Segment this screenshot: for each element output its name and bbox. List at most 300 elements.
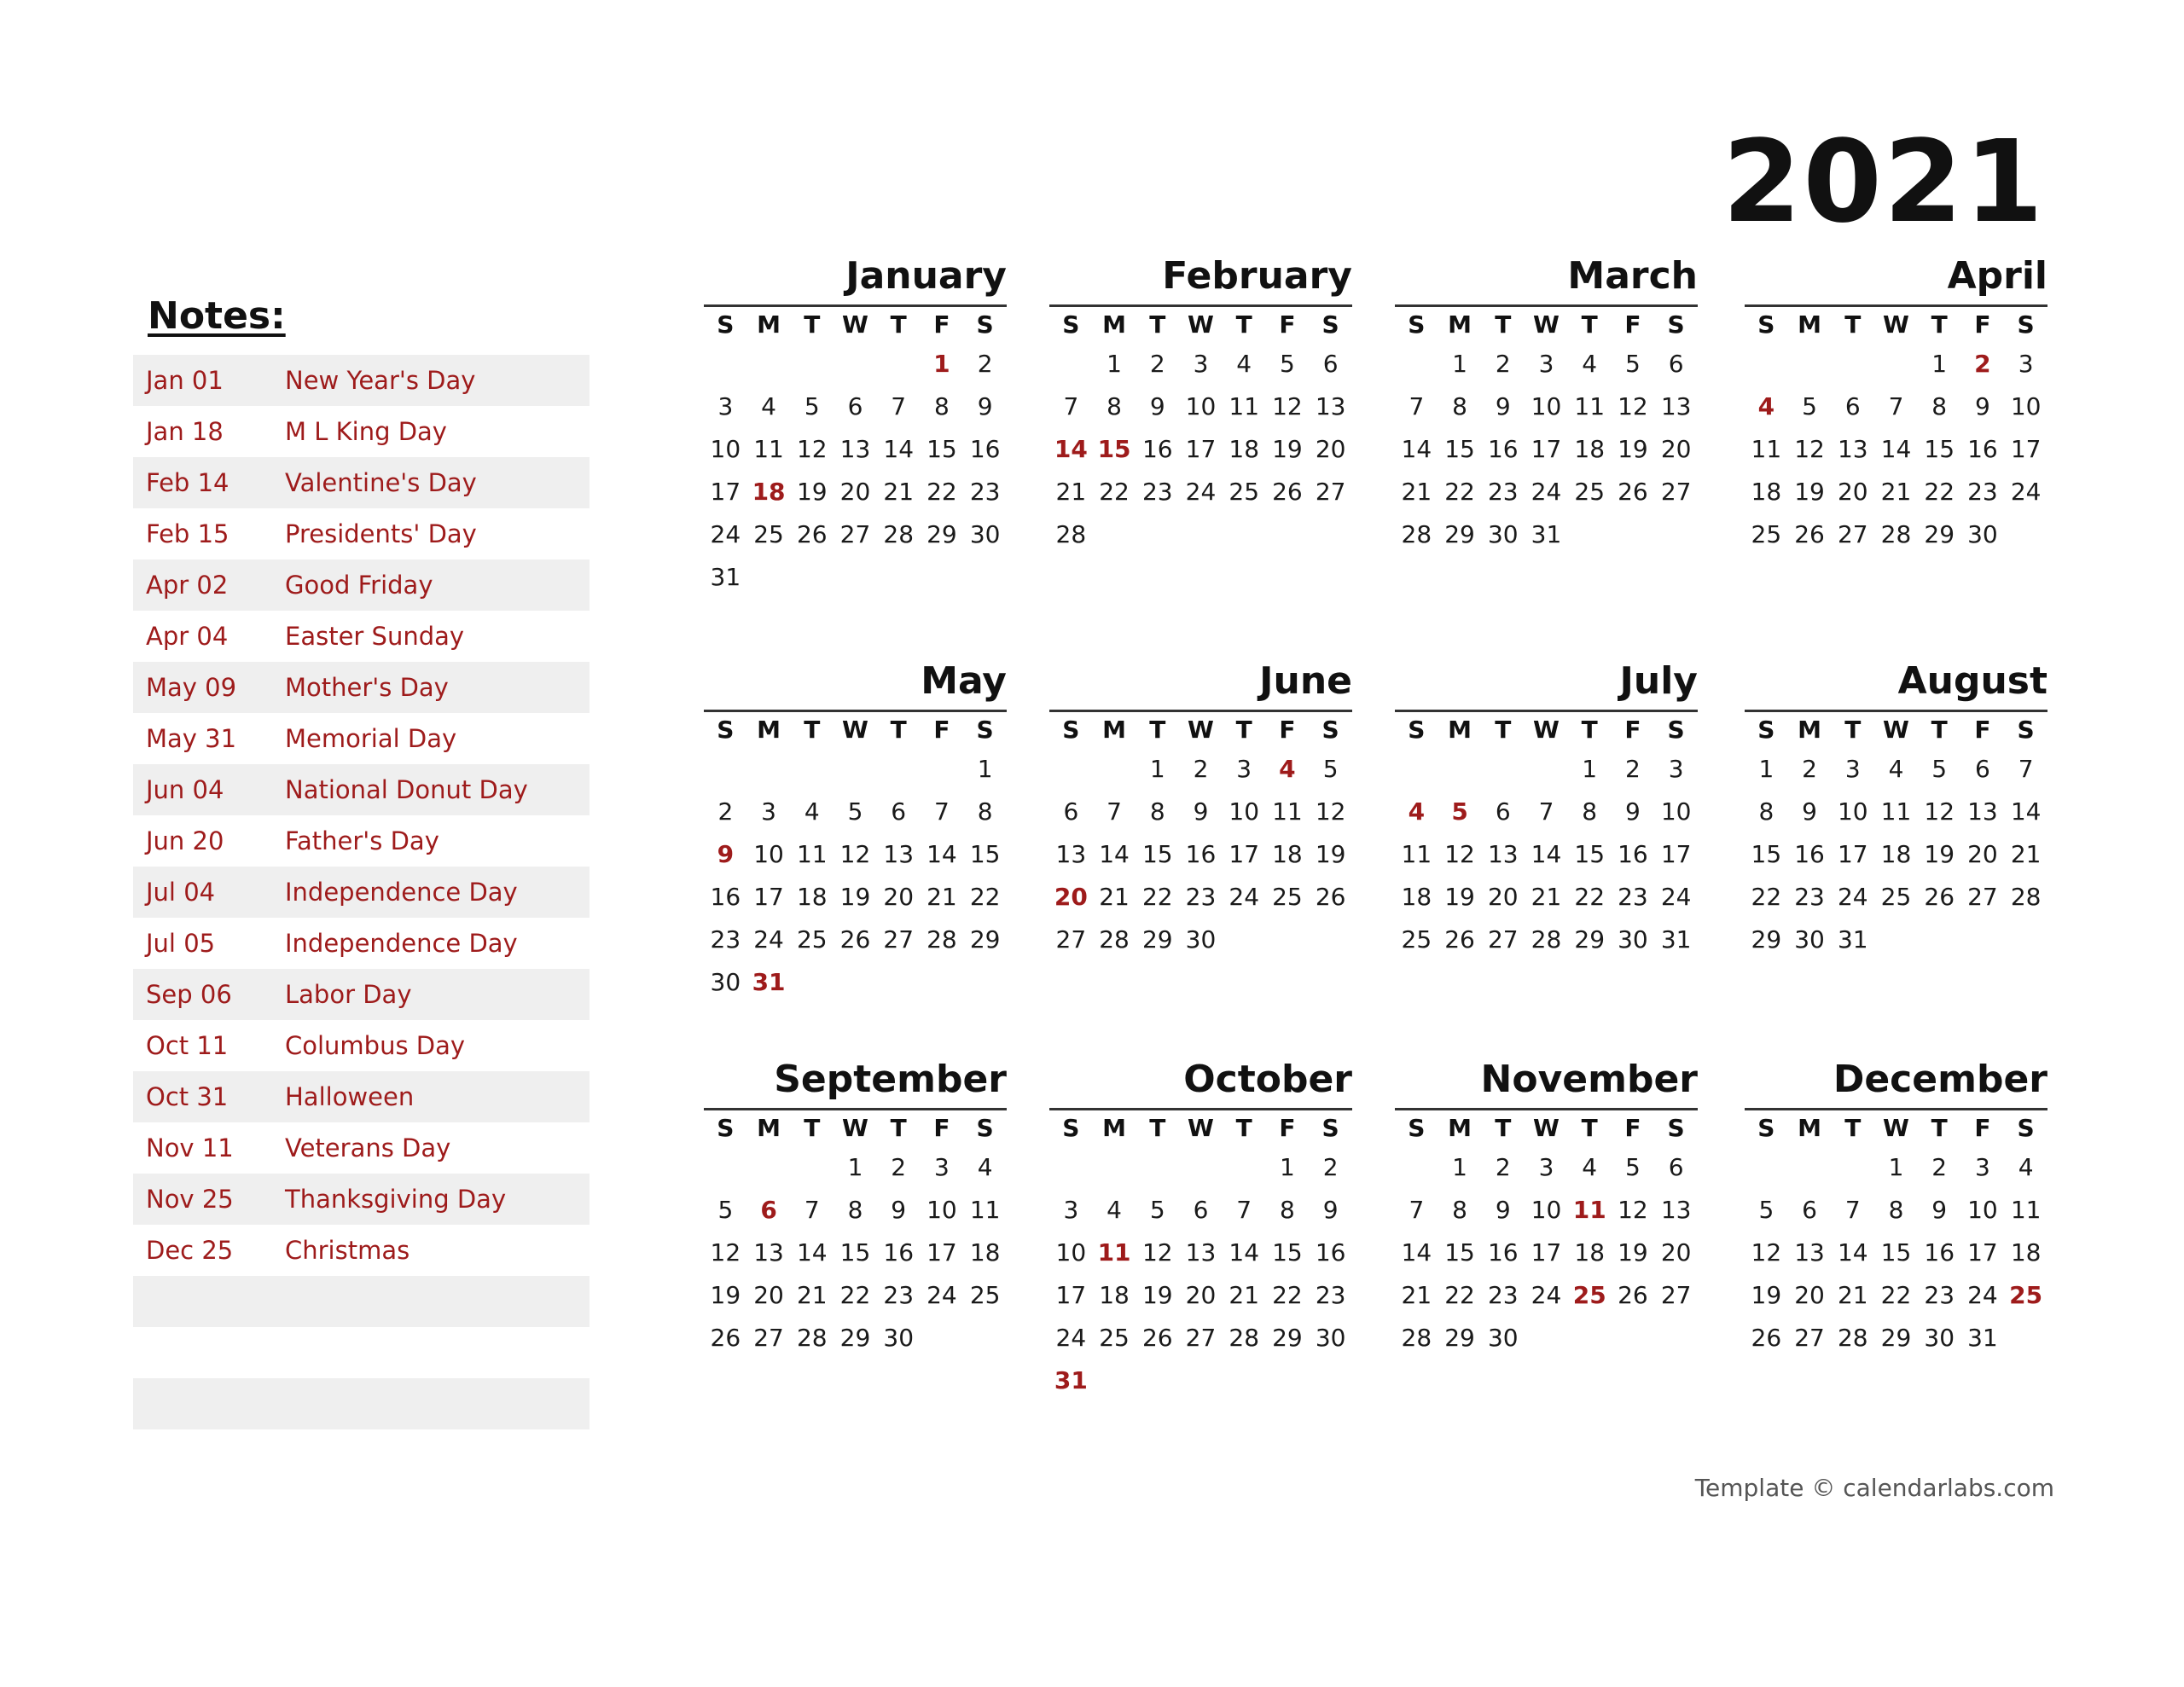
day-blank (1831, 343, 1874, 386)
day-cell: 23 (883, 1281, 915, 1309)
note-date: Jan 18 (146, 417, 224, 446)
day-cell: 15 (1444, 1238, 1475, 1267)
day-cell: 13 (839, 435, 871, 463)
note-name: Independence Day (285, 929, 518, 958)
day-cell: 29 (1880, 1324, 1912, 1352)
day-blank (877, 748, 921, 791)
day-cell: 30 (883, 1324, 915, 1352)
weekday-header: S (1757, 310, 1775, 339)
weekday-header: W (1883, 310, 1909, 339)
day-grid (1049, 712, 1352, 961)
day-cell: 9 (1322, 1196, 1339, 1224)
day-cell: 7 (1844, 1196, 1861, 1224)
day-cell: 4 (1582, 350, 1598, 378)
day-cell: 1 (977, 755, 993, 783)
day-cell: 9 (977, 392, 993, 420)
day-cell: 8 (1452, 392, 1467, 420)
day-cell: 24 (753, 925, 784, 954)
day-cell: 31 (1660, 925, 1692, 954)
day-cell: 12 (1141, 1238, 1173, 1267)
day-cell: 4 (2018, 1153, 2034, 1181)
day-blank (834, 343, 877, 386)
day-cell: 22 (1272, 1281, 1303, 1309)
day-cell: 2 (1802, 755, 1817, 783)
day-cell: 16 (710, 883, 741, 911)
day-cell: 6 (1668, 1153, 1684, 1181)
day-cell: 22 (1099, 478, 1130, 506)
day-cell: 29 (1444, 520, 1475, 548)
day-cell: 23 (1487, 1281, 1519, 1309)
weekday-header: W (842, 310, 868, 339)
weekday-header: S (2017, 1114, 2035, 1142)
note-name: New Year's Day (285, 366, 476, 395)
weekday-header: T (1581, 1114, 1598, 1142)
day-cell: 12 (1924, 797, 1955, 826)
weekday-header: F (1624, 310, 1641, 339)
day-blank (1049, 343, 1093, 386)
day-cell: 7 (1538, 797, 1554, 826)
day-cell: 17 (926, 1238, 957, 1267)
holiday-day: 1 (933, 350, 950, 378)
note-name: Halloween (285, 1082, 415, 1111)
day-cell: 27 (839, 520, 871, 548)
day-cell: 10 (926, 1196, 957, 1224)
day-cell: 7 (1063, 392, 1079, 420)
day-cell: 8 (1888, 1196, 1904, 1224)
day-cell: 1 (1931, 350, 1948, 378)
day-cell: 19 (1618, 435, 1648, 463)
month-march (1395, 252, 1698, 556)
day-cell: 9 (1975, 392, 1990, 420)
day-cell: 15 (1924, 435, 1955, 463)
day-cell: 2 (1322, 1153, 1339, 1181)
day-cell: 12 (1751, 1238, 1782, 1267)
day-cell: 25 (1880, 883, 1912, 911)
holiday-day: 18 (752, 478, 786, 506)
weekday-header: W (1188, 716, 1214, 744)
day-cell: 25 (1401, 925, 1432, 954)
day-cell: 2 (977, 350, 993, 378)
day-grid (704, 1110, 1007, 1359)
weekday-header: F (1279, 310, 1296, 339)
weekday-header: T (1149, 1114, 1166, 1142)
day-cell: 24 (926, 1281, 957, 1309)
day-cell: 16 (1618, 840, 1648, 868)
day-cell: 3 (1538, 1153, 1554, 1181)
day-cell: 29 (969, 925, 1001, 954)
day-blank (1049, 748, 1093, 791)
day-cell: 7 (1409, 392, 1425, 420)
day-cell: 1 (1582, 755, 1598, 783)
day-cell: 29 (839, 1324, 871, 1352)
day-cell: 26 (1618, 1281, 1648, 1309)
day-cell: 13 (1487, 840, 1519, 868)
day-blank (790, 1146, 834, 1189)
note-name: Columbus Day (285, 1031, 466, 1060)
day-cell: 14 (1099, 840, 1130, 868)
day-cell: 12 (796, 435, 828, 463)
weekday-header: T (890, 1114, 907, 1142)
day-cell: 28 (1880, 520, 1912, 548)
day-cell: 1 (1149, 755, 1165, 783)
day-cell: 20 (883, 883, 915, 911)
day-cell: 29 (1574, 925, 1606, 954)
day-cell: 27 (1794, 1324, 1825, 1352)
day-grid (1745, 712, 2048, 961)
day-cell: 7 (2018, 755, 2034, 783)
day-cell: 2 (891, 1153, 907, 1181)
weekday-header: T (1495, 1114, 1512, 1142)
day-cell: 21 (796, 1281, 828, 1309)
day-cell: 15 (969, 840, 1001, 868)
weekday-header: S (1062, 1114, 1080, 1142)
day-cell: 11 (796, 840, 828, 868)
weekday-header: S (2017, 716, 2035, 744)
weekday-header: T (890, 310, 907, 339)
weekday-header: M (1448, 716, 1472, 744)
day-cell: 22 (969, 883, 1001, 911)
day-cell: 27 (1660, 478, 1692, 506)
note-name: Valentine's Day (285, 468, 477, 497)
weekday-header: S (1667, 1114, 1685, 1142)
day-cell: 24 (1660, 883, 1692, 911)
day-cell: 22 (1924, 478, 1955, 506)
weekday-header: M (1798, 716, 1821, 744)
weekday-header: T (1931, 716, 1948, 744)
day-cell: 29 (1444, 1324, 1475, 1352)
notes-title: Notes: (148, 294, 286, 338)
day-cell: 23 (1794, 883, 1825, 911)
month-title: November (1480, 1058, 1698, 1101)
day-grid (1745, 307, 2048, 556)
day-cell: 17 (1967, 1238, 1998, 1267)
weekday-header: W (1533, 310, 1560, 339)
day-cell: 11 (1228, 392, 1260, 420)
day-cell: 15 (1444, 435, 1475, 463)
day-blank (921, 748, 964, 791)
day-cell: 18 (1574, 1238, 1606, 1267)
day-cell: 20 (1185, 1281, 1217, 1309)
day-cell: 13 (1837, 435, 1868, 463)
day-cell: 9 (1495, 392, 1511, 420)
day-blank (747, 748, 791, 791)
day-cell: 20 (1660, 1238, 1692, 1267)
day-cell: 23 (710, 925, 741, 954)
day-cell: 16 (1487, 435, 1519, 463)
holiday-day: 14 (1054, 435, 1088, 463)
day-cell: 16 (1924, 1238, 1955, 1267)
footer-credit: Template © calendarlabs.com (1694, 1474, 2054, 1502)
note-row (133, 406, 590, 457)
weekday-header: S (1408, 716, 1426, 744)
day-cell: 29 (1751, 925, 1782, 954)
day-cell: 28 (1531, 925, 1562, 954)
note-row (133, 867, 590, 918)
day-cell: 21 (1401, 478, 1432, 506)
note-row (133, 559, 590, 611)
weekday-header: T (804, 716, 821, 744)
day-blank (1745, 1146, 1788, 1189)
day-cell: 19 (796, 478, 828, 506)
note-date: Jul 04 (146, 878, 216, 907)
day-blank (877, 343, 921, 386)
weekday-header: M (1102, 310, 1126, 339)
day-cell: 5 (847, 797, 863, 826)
note-name: Mother's Day (285, 673, 449, 702)
day-blank (1395, 1146, 1438, 1189)
day-cell: 28 (796, 1324, 828, 1352)
day-cell: 3 (717, 392, 734, 420)
weekday-header: S (1408, 1114, 1426, 1142)
notes-list (133, 355, 590, 1429)
day-cell: 25 (1751, 520, 1782, 548)
weekday-header: M (1798, 1114, 1821, 1142)
day-cell: 5 (1758, 1196, 1774, 1224)
month-january (704, 252, 1007, 599)
day-blank (1179, 1146, 1223, 1189)
day-blank (1093, 1146, 1136, 1189)
day-cell: 10 (1660, 797, 1692, 826)
day-cell: 25 (1228, 478, 1260, 506)
day-cell: 30 (1315, 1324, 1346, 1352)
weekday-header: W (1533, 716, 1560, 744)
day-cell: 27 (1487, 925, 1519, 954)
month-february (1049, 252, 1352, 556)
day-cell: 2 (1625, 755, 1641, 783)
day-cell: 23 (1967, 478, 1998, 506)
note-row (133, 1071, 590, 1122)
day-cell: 6 (1495, 797, 1511, 826)
day-cell: 14 (1401, 1238, 1432, 1267)
note-date: Apr 02 (146, 571, 229, 600)
day-cell: 10 (1837, 797, 1868, 826)
day-cell: 13 (753, 1238, 784, 1267)
day-cell: 19 (1751, 1281, 1782, 1309)
day-cell: 3 (1844, 755, 1861, 783)
day-cell: 28 (2010, 883, 2042, 911)
weekday-header: W (842, 1114, 868, 1142)
day-grid (704, 712, 1007, 1004)
weekday-header: S (976, 1114, 994, 1142)
day-cell: 26 (1315, 883, 1346, 911)
day-cell: 16 (1967, 435, 1998, 463)
day-cell: 1 (1758, 755, 1774, 783)
day-grid (1395, 712, 1698, 961)
weekday-header: F (1624, 716, 1641, 744)
note-row (133, 457, 590, 508)
day-cell: 21 (1880, 478, 1912, 506)
day-cell: 21 (1099, 883, 1130, 911)
day-cell: 24 (1185, 478, 1217, 506)
day-cell: 25 (969, 1281, 1001, 1309)
day-cell: 5 (717, 1196, 734, 1224)
day-cell: 22 (1141, 883, 1173, 911)
day-cell: 13 (1967, 797, 1998, 826)
note-date: Jun 04 (146, 775, 224, 804)
day-blank (1049, 1146, 1093, 1189)
day-cell: 27 (1967, 883, 1998, 911)
day-cell: 2 (1931, 1153, 1948, 1181)
day-cell: 23 (1924, 1281, 1955, 1309)
day-cell: 26 (1444, 925, 1475, 954)
day-cell: 30 (710, 968, 741, 996)
day-cell: 20 (1487, 883, 1519, 911)
month-title: December (1833, 1058, 2048, 1101)
day-cell: 12 (1444, 840, 1475, 868)
month-october (1049, 1055, 1352, 1402)
note-row (133, 1327, 590, 1378)
holiday-day: 4 (1757, 392, 1775, 420)
day-cell: 8 (977, 797, 993, 826)
weekday-header: T (1149, 716, 1166, 744)
day-cell: 13 (1660, 1196, 1692, 1224)
day-cell: 6 (1668, 350, 1684, 378)
note-name: Thanksgiving Day (285, 1185, 507, 1214)
day-grid (1049, 1110, 1352, 1402)
day-cell: 19 (1272, 435, 1303, 463)
day-cell: 1 (1888, 1153, 1904, 1181)
note-row (133, 1378, 590, 1429)
day-cell: 20 (1967, 840, 1998, 868)
day-cell: 5 (1625, 1153, 1641, 1181)
day-cell: 25 (796, 925, 828, 954)
day-cell: 22 (1574, 883, 1606, 911)
day-cell: 24 (1531, 478, 1562, 506)
day-cell: 1 (1452, 350, 1467, 378)
weekday-header: M (757, 1114, 781, 1142)
weekday-header: M (757, 716, 781, 744)
day-blank (1788, 343, 1832, 386)
weekday-header: T (1235, 310, 1252, 339)
day-cell: 14 (796, 1238, 828, 1267)
day-cell: 12 (1618, 1196, 1648, 1224)
weekday-header: S (1321, 716, 1339, 744)
note-row (133, 1020, 590, 1071)
day-blank (704, 343, 747, 386)
day-cell: 11 (1751, 435, 1782, 463)
day-cell: 14 (1401, 435, 1432, 463)
day-cell: 14 (1837, 1238, 1868, 1267)
day-cell: 5 (1149, 1196, 1165, 1224)
holiday-day: 6 (760, 1196, 777, 1224)
day-cell: 9 (1193, 797, 1209, 826)
day-cell: 2 (1193, 755, 1209, 783)
day-blank (834, 748, 877, 791)
day-cell: 19 (1315, 840, 1346, 868)
day-cell: 11 (2010, 1196, 2042, 1224)
day-cell: 18 (1574, 435, 1606, 463)
day-cell: 4 (1888, 755, 1904, 783)
weekday-header: F (1974, 310, 1991, 339)
day-cell: 9 (1625, 797, 1641, 826)
day-cell: 4 (761, 392, 776, 420)
day-blank (1874, 343, 1918, 386)
note-date: Oct 31 (146, 1082, 229, 1111)
day-blank (1745, 343, 1788, 386)
day-cell: 2 (717, 797, 734, 826)
day-cell: 19 (1794, 478, 1825, 506)
day-cell: 16 (883, 1238, 915, 1267)
day-cell: 27 (1055, 925, 1087, 954)
month-april (1745, 252, 2048, 556)
day-cell: 11 (1272, 797, 1303, 826)
day-cell: 28 (1055, 520, 1087, 548)
day-cell: 21 (1228, 1281, 1260, 1309)
day-cell: 12 (1794, 435, 1825, 463)
day-cell: 11 (753, 435, 784, 463)
note-date: May 31 (146, 724, 237, 753)
day-cell: 9 (1931, 1196, 1948, 1224)
day-cell: 31 (1531, 520, 1562, 548)
day-cell: 7 (1888, 392, 1904, 420)
day-cell: 31 (710, 563, 741, 591)
holiday-day: 31 (752, 968, 786, 996)
day-cell: 18 (2010, 1238, 2042, 1267)
day-grid (1049, 307, 1352, 556)
weekday-header: S (2017, 310, 2035, 339)
day-cell: 30 (1794, 925, 1825, 954)
day-cell: 10 (1185, 392, 1217, 420)
day-cell: 15 (839, 1238, 871, 1267)
day-cell: 26 (1272, 478, 1303, 506)
day-cell: 29 (1924, 520, 1955, 548)
note-row (133, 969, 590, 1020)
day-blank (1788, 1146, 1832, 1189)
day-cell: 11 (1574, 392, 1606, 420)
weekday-header: S (976, 310, 994, 339)
month-december (1745, 1055, 2048, 1359)
day-cell: 19 (1141, 1281, 1173, 1309)
day-cell: 28 (883, 520, 915, 548)
day-cell: 18 (969, 1238, 1001, 1267)
weekday-header: T (1844, 1114, 1862, 1142)
day-cell: 17 (1228, 840, 1260, 868)
day-cell: 23 (1487, 478, 1519, 506)
day-cell: 29 (1141, 925, 1173, 954)
weekday-header: T (1581, 310, 1598, 339)
day-cell: 28 (1228, 1324, 1260, 1352)
notes-panel (133, 290, 590, 1429)
day-cell: 27 (1660, 1281, 1692, 1309)
day-cell: 27 (1837, 520, 1868, 548)
day-cell: 21 (883, 478, 915, 506)
day-cell: 14 (926, 840, 957, 868)
day-cell: 1 (1452, 1153, 1467, 1181)
day-cell: 10 (1531, 392, 1562, 420)
day-cell: 22 (1444, 1281, 1475, 1309)
day-blank (1481, 748, 1525, 791)
note-row (133, 1122, 590, 1174)
day-cell: 5 (1802, 392, 1817, 420)
day-cell: 20 (1837, 478, 1868, 506)
month-may (704, 657, 1007, 1004)
day-blank (1438, 748, 1482, 791)
day-cell: 24 (1055, 1324, 1087, 1352)
day-cell: 26 (839, 925, 871, 954)
month-title: June (1259, 659, 1352, 703)
day-cell: 22 (1444, 478, 1475, 506)
note-date: Feb 14 (146, 468, 229, 497)
note-row (133, 1174, 590, 1225)
day-cell: 12 (1272, 392, 1303, 420)
weekday-header: M (1448, 310, 1472, 339)
weekday-header: T (1844, 310, 1862, 339)
weekday-header: T (804, 1114, 821, 1142)
holiday-day: 15 (1097, 435, 1131, 463)
day-cell: 27 (753, 1324, 784, 1352)
day-cell: 9 (1495, 1196, 1511, 1224)
day-cell: 28 (1099, 925, 1130, 954)
